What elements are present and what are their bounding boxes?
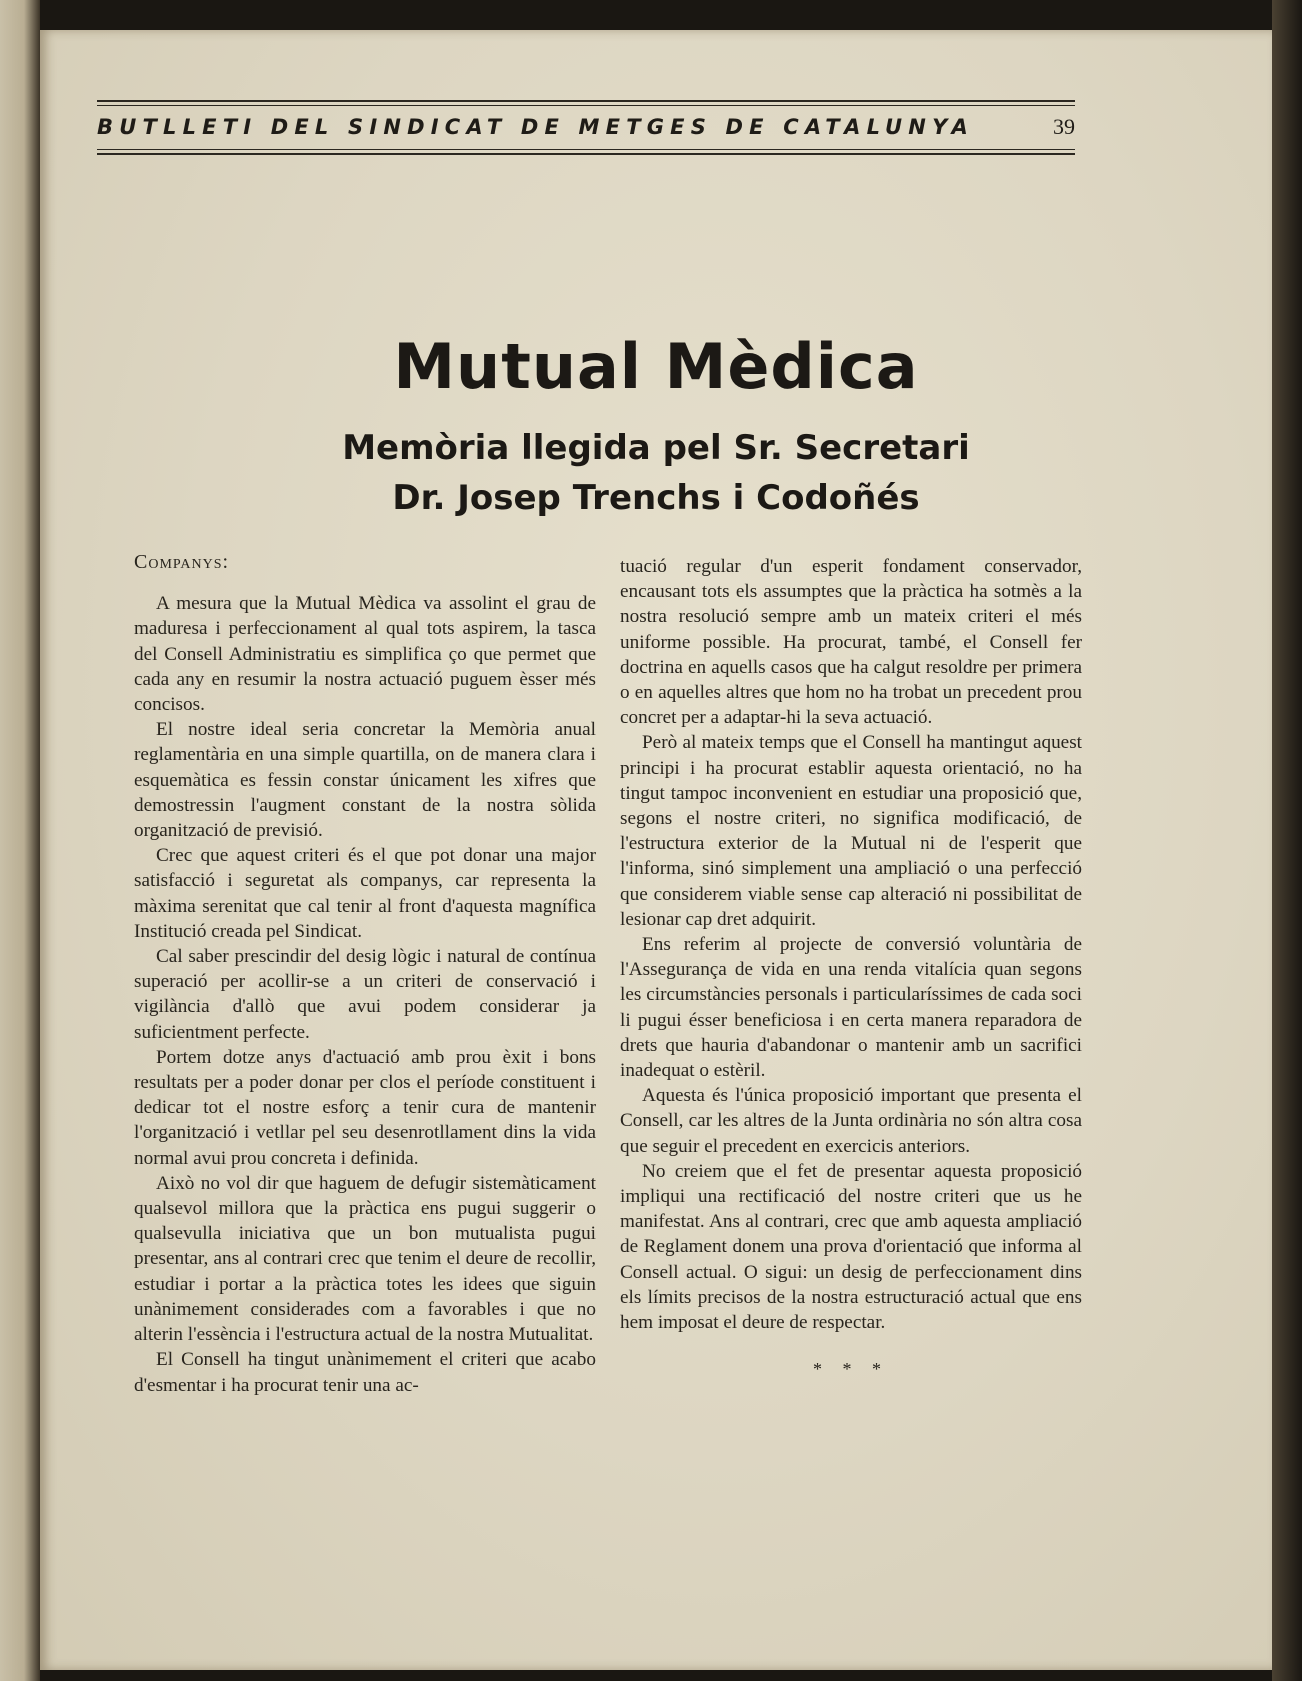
header-rule-bottom-thin — [97, 149, 1075, 150]
article-author: Dr. Josep Trenchs i Codoñés — [392, 478, 920, 518]
column-right — [620, 554, 1082, 1383]
page-number: 39 — [1053, 114, 1075, 139]
book-binding-left — [0, 0, 40, 1681]
section-separator: * * * — [813, 1359, 889, 1380]
header-row — [97, 106, 1075, 146]
paragraph: Ens referim al projecte de conversió voluntària de l'Assegurança de vida en una renda vitalícia quan segons les circumstàncies personals i particularíssimes de cada soci li pugui ésser beneficiosa i en certa manera reparadora de drets que hauria d'abandonar o mantenir amb un sacrifici inadequat o estèril. — [620, 934, 1082, 1082]
paragraph: Crec que aquest criteri és el que pot donar una major satisfacció i seguretat als companys, car representa la màxima serenitat que cal tenir al front d'aquesta magnífica Institució creada pel Sindicat. — [134, 845, 596, 942]
article-title: Mutual Mèdica — [393, 330, 919, 403]
column-left — [134, 550, 596, 1398]
paragraph: El nostre ideal seria concretar la Memòria anual reglamentària en una simple quartilla, on de manera clara i esquemàtica es fessin constar únicament les xifres que demostressin l'augment constant de la nostra sòlida organització de previsió. — [134, 719, 596, 842]
book-binding-right — [1272, 0, 1302, 1681]
article-subtitle: Memòria llegida pel Sr. Secretari — [342, 428, 970, 468]
paragraph: Portem dotze anys d'actuació amb prou èxit i bons resultats per a poder donar per clos el període constituent i dedicar tot el nostre esforç a tenir cura de mantenir l'organització i vetllar pel seu desenrotllament dins la vida normal avui prou concreta i definida. — [134, 1046, 596, 1169]
paragraph: Aquesta és l'única proposició important que presenta el Consell, car les altres de la Junta ordinària no són altra cosa que seguir el precedent en exercicis anteriors. — [620, 1085, 1082, 1157]
paragraph: El Consell ha tingut unànimement el criteri que acabo d'esmentar i ha procurat tenir una ac- — [134, 1349, 596, 1396]
running-header — [97, 100, 1075, 155]
paragraph: Això no vol dir que haguem de defugir sistemàticament qualsevol millora que la pràctica ens pugui suggerir o qualsevulla iniciativa que un bon mutualista pugui presentar, ans al contrari crec que tenim el deure de recollir, estudiar i portar a la pràctica totes les idees que siguin unànimement considerades com a favorables i que no alterin l'essència i l'estructura actual de la nostra Mutualitat. — [134, 1172, 596, 1346]
paragraph: Però al mateix temps que el Consell ha mantingut aquest principi i ha procurat establir aquesta orientació, no ha tingut tampoc inconvenient en estudiar una proposició que, segons el nostre criteri, no significa modificació, de l'estructura exterior de la Mutual ni de l'esperit que l'informa, sinó simplement una ampliació o una perfecció que considerem viable sense cap alteració ni possibilitat de lesionar cap dret adquirit. — [620, 732, 1082, 930]
header-rule-bottom — [97, 153, 1075, 155]
greeting: Companys: — [134, 551, 230, 573]
paragraph: A mesura que la Mutual Mèdica va assolint el grau de maduresa i perfeccionament al qual tots aspirem, la tasca del Consell Administratiu es simplifica ço que permet que cada any en resumir la nostra actuació puguem èsser més concisos. — [134, 593, 596, 716]
header-rule-top — [97, 100, 1075, 102]
paragraph-continued: tuació regular d'un esperit fondament conservador, encausant tots els assumptes que la pràctica ha sotmès a la nostra resolució sempre amb un mateix criteri el més uniforme possible. Ha procurat, també, el Consell fer doctrina en aquells casos que ha calgut resoldre per primera o en aquelles altres que hom no ha trobat un precedent prou concret per a adaptar-hi la seva actuació. — [620, 556, 1082, 729]
paragraph: Cal saber prescindir del desig lògic i natural de contínua superació per acollir-se a un criteri de conservació i vigilància d'allò que avui podem considerar ja suficientment perfecte. — [134, 946, 596, 1043]
paragraph: No creiem que el fet de presentar aquesta proposició impliqui una rectificació del nostre criteri que us he manifestat. Ans al contrari, crec que amb aquesta ampliació de Reglament donem una prova d'orientació que informa al Consell actual. O sigui: un desig de perfeccionament dins els límits precisos de la nostra estructuració actual que ens hem imposat el deure de respectar. — [620, 1160, 1082, 1334]
journal-title: BUTLLETI DEL SINDICAT DE METGES DE CATALUNYA — [97, 115, 974, 139]
